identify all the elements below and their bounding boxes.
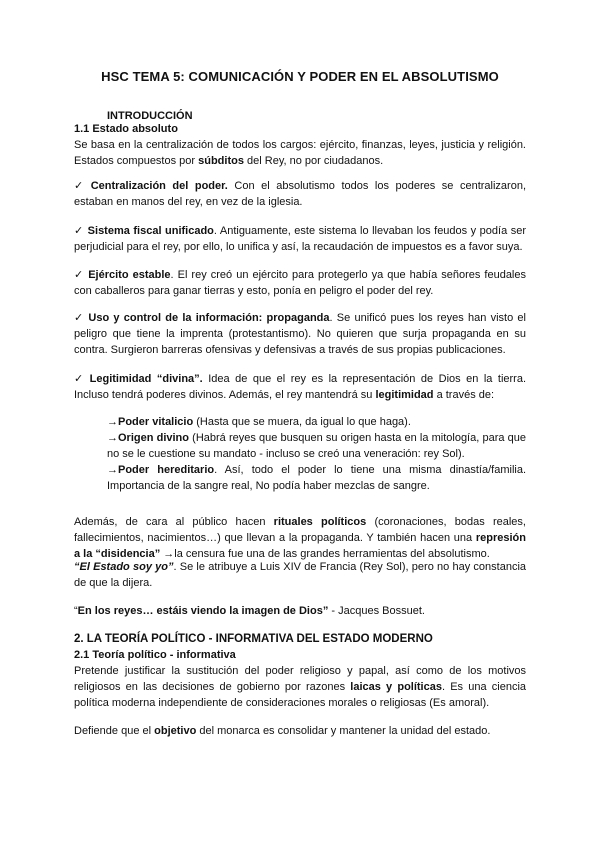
check-icon: ✓ [74, 373, 86, 385]
check-icon: ✓ [74, 225, 84, 237]
rituales-paragraph: Además, de cara al público hacen rituales políticos (coronaciones, bodas reales, fallecimientos, nacimientos…) que llevan a la propaganda. Y también hacen una represión a la “disidencia” →la censura fue una de las grandes herramientas del absolutismo. [74, 516, 526, 560]
section-2-body [74, 647, 526, 711]
arrow-icon: → [107, 432, 118, 444]
objetivo-paragraph: Defiende que el objetivo del monarca es consolidar y mantener la unidad del estado. [74, 725, 491, 737]
check-icon: ✓ [74, 180, 87, 192]
legitimidad-paragraph: ✓ Legitimidad “divina”. Idea de que el rey es la representación de Dios en la tierra. Incluso tendrá poderes divinos. Además, el rey mantendrá su legitimidad a través de: [74, 373, 527, 401]
arrow-icon: → [107, 416, 118, 428]
list-item: →Origen divino (Habrá reyes que busquen su origen hasta en la mitología, para que no se le cuestione su mandato - incluso se creó una veneración: rey Sol). [107, 432, 526, 460]
intro-paragraph: Se basa en la centralización de todos los cargos: ejército, finanzas, leyes, justicia y religión. Estados compuestos por súbditos del Rey, no por ciudadanos. [74, 139, 526, 167]
section-2-paragraph: Pretende justificar la sustitución del poder religioso y papal, así como de los motivos religiosos en las decisiones de gobierno por razones laicas y políticas. Es una ciencia política moderna independiente de consideraciones morales o religiosas (Es amoral). [74, 665, 526, 709]
section-2-heading: 2. LA TEORÍA POLÍTICO - INFORMATIVA DEL ESTADO MODERNO [74, 633, 433, 645]
section-2-subheading: 2.1 Teoría político - informativa [74, 649, 236, 661]
quote-estado-paragraph: “El Estado soy yo”. Se le atribuye a Luis XIV de Francia (Rey Sol), pero no hay constancia de que la dijera. [74, 561, 526, 589]
fiscal-paragraph: ✓ Sistema fiscal unificado. Antiguamente, este sistema lo llevaban los feudos y podía ser perjudicial para el rey, por ello, lo unifica y así, la recaudación de impuestos es a favor suya. [74, 225, 526, 253]
intro-section [74, 121, 526, 169]
quote-bossuet-paragraph: “En los reyes… estáis viendo la imagen de Dios” - Jacques Bossuet. [74, 605, 425, 617]
intro-heading: INTRODUCCIÓN [107, 110, 193, 122]
centralizacion-paragraph: ✓ Centralización del poder. Con el absolutismo todos los poderes se centralizaron, estaban en manos del rey, en vez de la iglesia. [74, 180, 526, 208]
subitem-list [107, 414, 526, 494]
arrow-icon: → [107, 464, 118, 476]
check-icon: ✓ [74, 269, 85, 281]
document-title: HSC TEMA 5: COMUNICACIÓN Y PODER EN EL ABSOLUTISMO [101, 69, 499, 84]
check-icon: ✓ [74, 312, 85, 324]
intro-subheading: 1.1 Estado absoluto [74, 123, 178, 135]
list-item: →Poder hereditario. Así, todo el poder lo tiene una misma dinastía/familia. Importancia de la sangre real, No podía haber mezclas de sangre. [107, 464, 527, 492]
list-item: →Poder vitalicio (Hasta que se muera, da igual lo que haga). [107, 416, 411, 428]
propaganda-paragraph: ✓ Uso y control de la información: propaganda. Se unificó pues los reyes han visto el peligro que tiene la imprenta (protestantismo). No quieren que surja propaganda en su contra. Surgieron barreras ofensivas y defensivas a través de sus propias publicaciones. [74, 312, 526, 356]
ejercito-paragraph: ✓ Ejército estable. El rey creó un ejército para protegerlo ya que había señores feudales con caballeros para ganar tierras y esto, ponía en peligro el poder del rey. [74, 269, 526, 297]
